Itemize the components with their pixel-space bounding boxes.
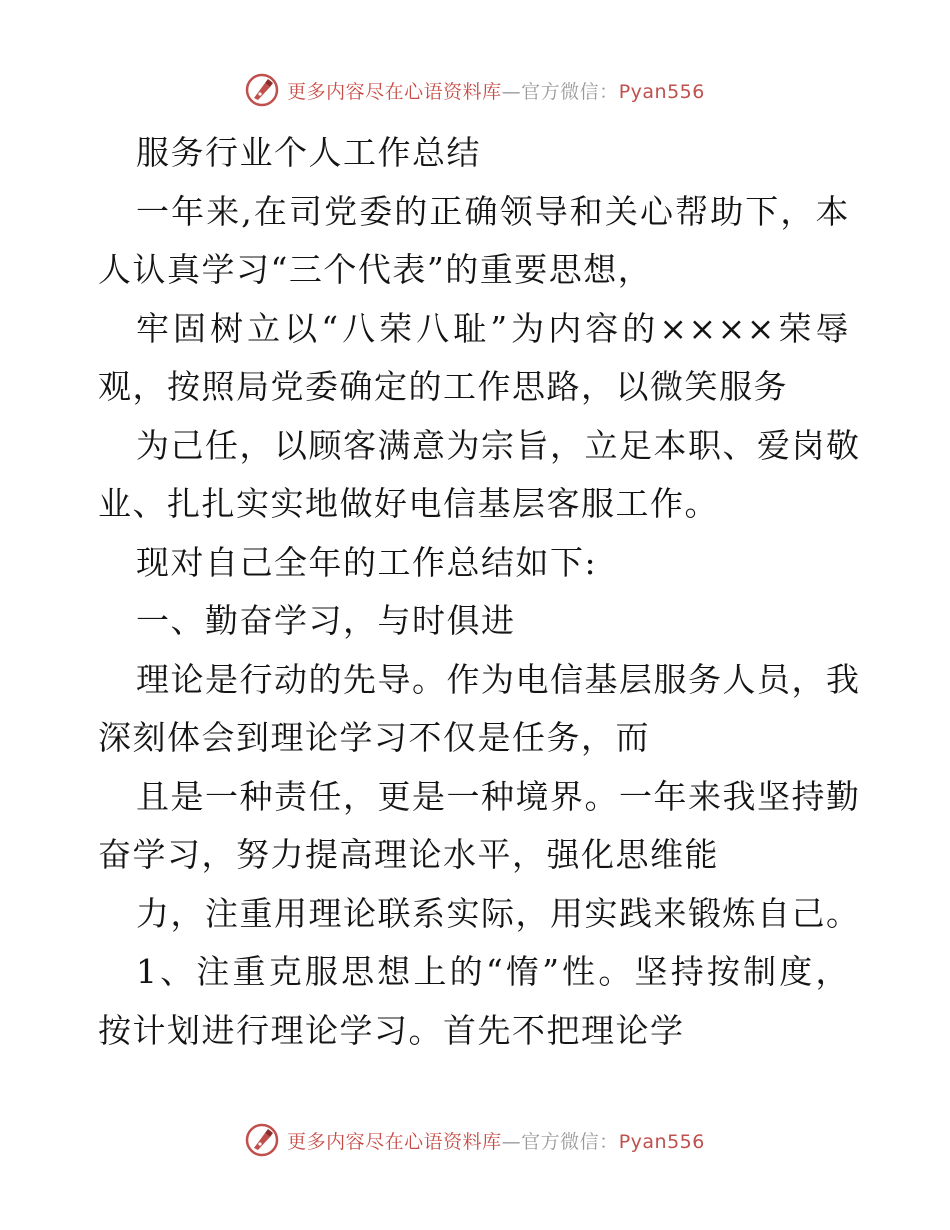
watermark-text: [287, 77, 705, 104]
watermark-main-text: 更多内容尽在心语资料库: [287, 80, 502, 103]
text-line: 按计划进行理论学习。首先不把理论学: [98, 1010, 685, 1050]
text-line: 为己任，以顾客满意为宗旨，立足本职、爱岗敬: [136, 425, 861, 465]
watermark-wechat-label: 官方微信：: [521, 1130, 619, 1153]
text-line: 深刻体会到理论学习不仅是任务，而: [98, 718, 650, 757]
pen-nib-logo-icon: [245, 1123, 279, 1157]
text-line: 1、注重克服思想上的“惰”性。坚持按制度，: [136, 952, 850, 991]
footer-watermark-banner: [0, 1120, 950, 1160]
pen-nib-logo-icon: [245, 73, 279, 107]
text-line: 牢固树立以“八荣八耻”为内容的××××荣辱: [136, 308, 850, 348]
watermark-main-text: 更多内容尽在心语资料库: [287, 1130, 502, 1153]
watermark-wechat-id: Pyan556: [618, 1130, 705, 1153]
section-heading: 一、勤奋学习，与时俱进: [136, 601, 516, 640]
text-line: 奋学习，努力提高理论水平，强化思维能: [98, 835, 719, 874]
text-line: 现对自己全年的工作总结如下:: [136, 542, 598, 582]
text-line: 人认真学习“三个代表”的重要思想，: [98, 250, 653, 289]
watermark-dash: —: [501, 80, 522, 103]
watermark-dash: —: [501, 1130, 522, 1153]
watermark-wechat-label: 官方微信：: [521, 80, 619, 103]
text-line: 业、扎扎实实地做好电信基层客服工作。: [98, 484, 719, 523]
watermark-wechat-id: Pyan556: [618, 80, 705, 103]
text-line: 且是一种责任，更是一种境界。一年来我坚持勤: [136, 776, 861, 816]
text-line: 一年来,在司党委的正确领导和关心帮助下，本: [136, 191, 850, 231]
document-title: 服务行业个人工作总结: [136, 133, 481, 172]
text-line: 理论是行动的先导。作为电信基层服务人员，我: [136, 659, 861, 699]
text-line: 观，按照局党委确定的工作思路，以微笑服务: [98, 367, 788, 406]
document-body: [98, 124, 861, 1060]
header-watermark-banner: [0, 70, 950, 110]
text-line: 力，注重用理论联系实际，用实践来锻炼自己。: [136, 893, 861, 933]
watermark-text: [287, 1127, 705, 1154]
